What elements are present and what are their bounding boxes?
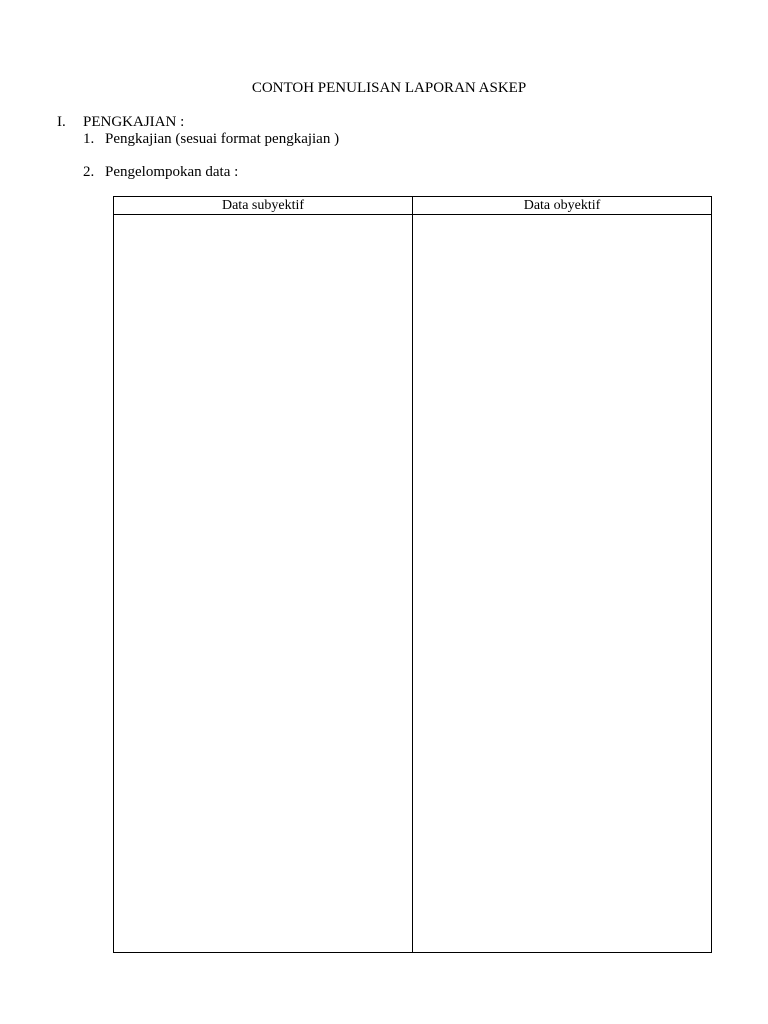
data-grouping-table (113, 196, 712, 953)
section-numeral: I. (57, 114, 66, 130)
table-header-row (114, 197, 712, 215)
page-title: CONTOH PENULISAN LAPORAN ASKEP (251, 80, 527, 96)
list-item-text: Pengkajian (sesuai format pengkajian ) (105, 131, 340, 147)
table-row (114, 215, 712, 953)
column-header-data-obyektif: Data obyektif (413, 197, 712, 215)
list-item-pengkajian (83, 130, 339, 148)
list-item-number: 1. (83, 131, 95, 147)
list-item-number: 2. (83, 164, 95, 180)
cell-data-obyektif (413, 215, 712, 953)
cell-data-subyektif (114, 215, 413, 953)
column-header-data-subyektif: Data subyektif (114, 197, 413, 215)
section-heading: PENGKAJIAN : (83, 114, 185, 130)
list-item-pengelompokan-data (83, 163, 238, 181)
list-item-text: Pengelompokan data : (105, 164, 239, 180)
